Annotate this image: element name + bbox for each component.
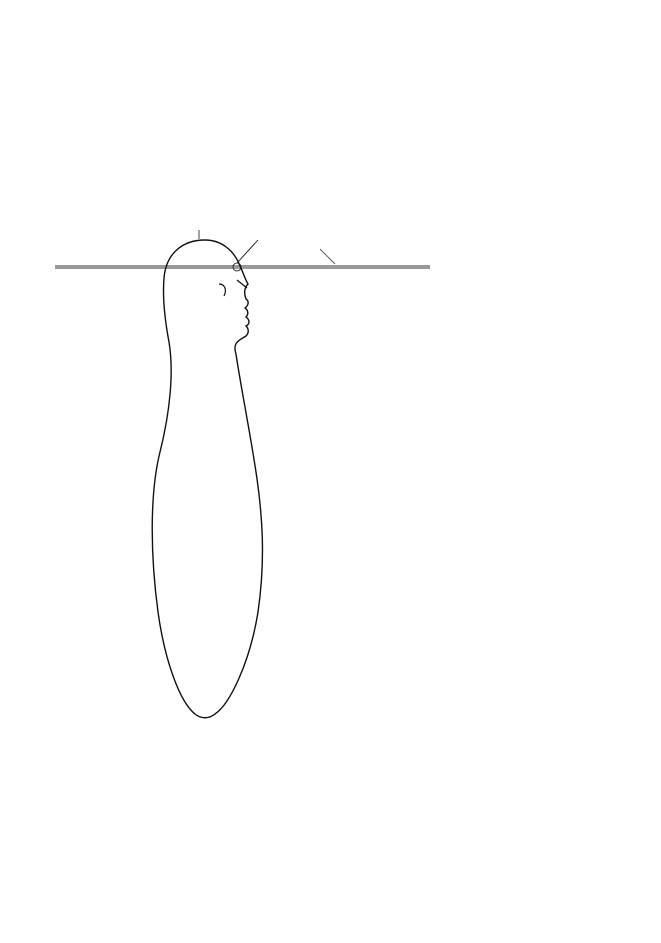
zhixin-leader-line [320, 249, 335, 264]
meridian-diagram [0, 222, 661, 742]
body-silhouette [152, 240, 262, 718]
ear-mark [219, 284, 225, 296]
xinan-leader-line [237, 240, 258, 263]
brow-mark [237, 280, 247, 288]
body-silhouette-svg [0, 222, 661, 742]
